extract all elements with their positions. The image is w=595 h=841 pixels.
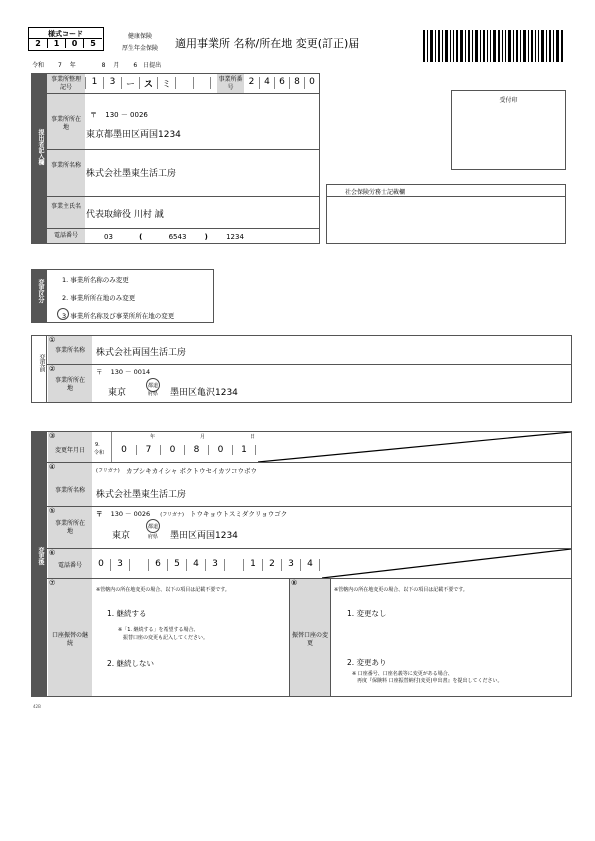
phone-digit: 3 <box>282 559 301 571</box>
office-num-label: 事業所番号 <box>218 76 243 91</box>
transfer-option-1-note-1: ※「1. 継続する」を希望する場合、 <box>118 627 199 633</box>
before-address-label: 事業所所在地 <box>54 377 85 392</box>
month-value: 8 <box>101 62 106 69</box>
postal-code: 130 － 0026 <box>105 111 148 119</box>
before-address: 墨田区亀沢1234 <box>170 388 238 398</box>
phone-digit: 1 <box>244 559 263 571</box>
day-label: 日提出 <box>143 62 162 69</box>
phone-digit <box>130 559 149 571</box>
change-option-3-circle <box>57 308 69 320</box>
form-code-digit: 2 <box>35 39 41 48</box>
phone-strike-line <box>322 549 571 578</box>
month-label: 月 <box>113 62 120 69</box>
sr-box <box>326 184 566 244</box>
submitter-name: 株式会社墨東生活工房 <box>86 169 177 179</box>
year-label: 年 <box>69 62 76 69</box>
insurance-label-2: 厚生年金保険 <box>122 45 159 52</box>
form-code-box <box>28 27 104 51</box>
change-option-2: 2. 事業所所在地のみ変更 <box>62 294 136 302</box>
submitter-postal <box>90 110 148 120</box>
form-code-label: 様式コード <box>48 30 83 38</box>
era: 令和 <box>32 62 45 69</box>
row-num-1: ① <box>49 336 56 344</box>
barcode <box>423 30 563 62</box>
postal-mark: 〒 <box>96 368 103 376</box>
transfer-option-1-note-2: 振替口座の変更も記入してください。 <box>118 635 209 641</box>
postal-mark: 〒 <box>96 510 103 518</box>
after-name-label: 事業所名称 <box>54 487 85 494</box>
year-value: 7 <box>57 62 62 69</box>
phone-mid: 6543 <box>168 233 187 241</box>
after-name: 株式会社墨東生活工房 <box>96 490 187 500</box>
reg-char: 3 <box>103 77 121 89</box>
before-pref: 東京 <box>108 388 127 398</box>
office-num-digit: 8 <box>289 77 304 89</box>
phone-digit: 6 <box>149 559 168 571</box>
submitter-address: 東京都墨田区両国1234 <box>86 130 181 140</box>
phone-open: ( <box>139 233 143 241</box>
before-postal <box>96 367 150 376</box>
receipt-stamp-box <box>451 90 566 170</box>
date-digit: 0 <box>208 445 232 455</box>
date-strike-line <box>258 432 571 462</box>
before-pref-suffix-1: 都道 <box>148 383 159 389</box>
submitter-owner-label: 事業主氏名 <box>51 203 82 210</box>
phone-digit: 2 <box>263 559 282 571</box>
submitter-address-label: 事業所所在地 <box>51 116 82 131</box>
after-pref-suffix-2: 府県 <box>148 534 159 540</box>
phone-digit: 4 <box>187 559 206 571</box>
after-side-label: 変更後 <box>37 547 44 565</box>
after-pref-suffix-1: 都道 <box>148 524 159 530</box>
month-label: 月 <box>200 434 206 440</box>
account-label: 振替口座の変更 <box>292 632 329 647</box>
account-note: ※管轄内の所在地変更の場合、以下の項目は記載不要です。 <box>334 587 468 593</box>
form-code-digit: 5 <box>83 39 102 48</box>
transfer-label: 口座振替の継続 <box>52 632 89 647</box>
submitter-side-label: 提出者記入欄 <box>37 129 44 165</box>
row-num-6: ⑥ <box>49 549 56 557</box>
receipt-stamp-label: 受付印 <box>499 97 518 104</box>
phone-digit <box>225 559 244 571</box>
row-num-7: ⑦ <box>49 579 56 587</box>
before-name-label: 事業所名称 <box>54 347 85 354</box>
submission-date <box>32 60 161 69</box>
row-num-8: ⑧ <box>291 579 298 587</box>
postal-code: 130 － 0014 <box>110 368 151 376</box>
phone-digit: 0 <box>92 559 111 571</box>
reg-char: 1 <box>85 77 103 89</box>
row-num-5: ⑤ <box>49 507 56 515</box>
footer-code: 42B <box>33 704 41 709</box>
before-pref-suffix-2: 府県 <box>148 391 159 397</box>
insurance-label-1: 健康保険 <box>128 33 153 40</box>
before-name: 株式会社両国生活工房 <box>96 348 187 358</box>
furigana-label: (フリガナ) <box>160 512 184 518</box>
date-digit: 8 <box>184 445 208 455</box>
after-postal <box>96 509 287 518</box>
form-code-digit: 1 <box>47 39 65 48</box>
submitter-name-label: 事業所名称 <box>51 162 82 169</box>
date-digit: 0 <box>121 445 127 455</box>
office-num-digit: 6 <box>274 77 289 89</box>
account-note-2: ※ 口座番号、口座名義等に変更がある場合、 <box>352 671 453 677</box>
reg-char: ー <box>121 77 139 89</box>
date-digit: 0 <box>160 445 184 455</box>
phone-digit: 3 <box>111 559 130 571</box>
phone-last: 1234 <box>226 233 244 241</box>
year-label: 年 <box>150 434 156 440</box>
date-digit: 7 <box>136 445 160 455</box>
account-option-2: 2. 変更あり <box>347 658 387 667</box>
submitter-owner: 代表取締役 川村 誠 <box>86 210 164 220</box>
office-num-digits <box>244 73 320 93</box>
submitter-phone <box>104 233 244 241</box>
era-cell <box>92 432 112 462</box>
office-num-digit: 0 <box>304 77 319 89</box>
transfer-note: ※管轄内の所在地変更の場合、以下の項目は記載不要です。 <box>96 587 230 593</box>
office-num-digit: 4 <box>259 77 274 89</box>
reg-char: ス <box>139 77 157 89</box>
office-num-digit: 2 <box>248 77 255 87</box>
after-phone-digits <box>92 549 326 578</box>
phone-digit: 5 <box>168 559 187 571</box>
form-code-digits <box>29 39 102 50</box>
row-num-3: ③ <box>49 432 56 440</box>
change-option-3: 3. 事業所名称及び事業所所在地の変更 <box>62 312 175 320</box>
phone-digit: 4 <box>301 559 320 571</box>
after-pref: 東京 <box>112 531 131 541</box>
transfer-option-1: 1. 継続する <box>107 609 147 618</box>
era-number: 9. <box>95 442 100 448</box>
reg-char <box>193 77 211 89</box>
after-address-label: 事業所所在地 <box>54 520 85 535</box>
phone-digit: 3 <box>206 559 225 571</box>
change-type-side-label: 変更区分 <box>37 279 44 303</box>
postal-code: 130 － 0026 <box>110 510 151 518</box>
office-reg-label: 事業所整理記号 <box>50 76 81 91</box>
after-date-label: 変更年月日 <box>54 447 85 454</box>
reg-char <box>175 77 193 89</box>
reg-char: ミ <box>157 77 175 89</box>
transfer-option-2: 2. 継続しない <box>107 659 155 668</box>
furigana-label: (フリガナ) <box>96 468 120 474</box>
after-name-kana: カブシキカイシャ ボクトウセイカツコウボウ <box>126 467 257 475</box>
day-label: 日 <box>250 434 256 440</box>
row-num-4: ④ <box>49 463 56 471</box>
row-num-2: ② <box>49 365 56 373</box>
after-phone-label: 電話番号 <box>57 562 82 569</box>
day-value: 6 <box>133 62 138 69</box>
form-code-digit: 0 <box>65 39 83 48</box>
submitter-phone-label: 電話番号 <box>53 232 78 239</box>
era-label: 令和 <box>94 450 105 456</box>
form-title: 適用事業所 名称/所在地 変更(訂正)届 <box>175 37 360 50</box>
after-address: 墨田区両国1234 <box>170 531 238 541</box>
date-digit: 1 <box>232 445 256 455</box>
before-side-label: 変更前 <box>38 354 45 372</box>
after-date-cells <box>92 432 258 462</box>
postal-mark: 〒 <box>90 111 97 119</box>
account-note-3: 再度『保険料 口座振替納付(変更)申出書』を提出してください。 <box>352 678 503 684</box>
after-address-kana: トウキョウトスミダクリョウゴク <box>189 510 288 518</box>
office-reg-chars <box>85 73 217 93</box>
submitter-frame <box>31 73 320 244</box>
sr-label: 社会保険労務士記載欄 <box>345 189 406 196</box>
phone-close: ) <box>204 233 208 241</box>
change-option-1: 1. 事業所名称のみ変更 <box>62 276 129 284</box>
account-option-1: 1. 変更なし <box>347 609 387 618</box>
phone-area: 03 <box>104 233 113 241</box>
